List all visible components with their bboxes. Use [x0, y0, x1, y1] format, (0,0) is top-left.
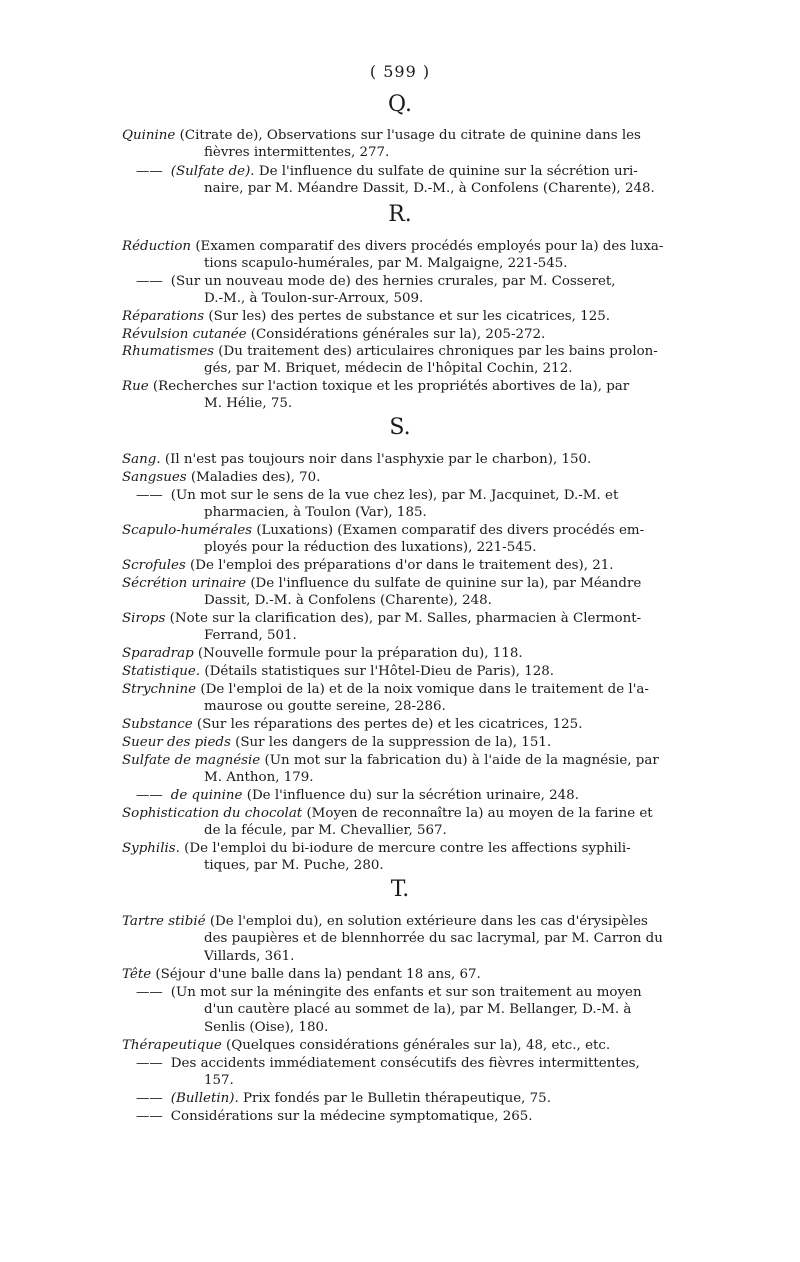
index-entry: Sparadrap (Nouvelle formule pour la préparation du), 118.: [122, 646, 523, 661]
index-entry: Strychnine (De l'emploi de la) et de la noix vomique dans le traitement de l'a- maurose ou goutte sereine, 28-286.: [122, 682, 649, 715]
index-entry: Sophistication du chocolat (Moyen de reconnaître la) au moyen de la farine et de la fécule, par M. Chevallier, 567.: [122, 806, 653, 839]
index-entry: Substance (Sur les réparations des pertes de) et les cicatrices, 125.: [122, 717, 583, 732]
index-entry: —— (Sur un nouveau mode de) des hernies crurales, par M. Cosseret, D.-M., à Toulon-sur-Arroux, 509.: [136, 274, 616, 307]
index-entry: Sulfate de magnésie (Un mot sur la fabrication du) à l'aide de la magnésie, par M. Anthon, 179.: [122, 753, 659, 786]
section-letter-r: R.: [388, 202, 412, 227]
index-entry: Sécrétion urinaire (De l'influence du sulfate de quinine sur la), par Méandre Dassit, D.-M. à Confolens (Charente), 248.: [122, 576, 642, 609]
index-entry: Réduction (Examen comparatif des divers procédés employés pour la) des luxa- tions scapulo-humérales, par M. Malgaigne, 221-545.: [122, 239, 664, 272]
index-entry: Scapulo-humérales (Luxations) (Examen comparatif des divers procédés em- ployés pour la réduction des luxations), 221-545.: [122, 523, 645, 556]
index-entry: Syphilis. (De l'emploi du bi-iodure de mercure contre les affections syphili- tiques, par M. Puche, 280.: [122, 841, 631, 874]
index-entry: Tête (Séjour d'une balle dans la) pendant 18 ans, 67.: [122, 967, 481, 982]
section-letter-s: S.: [389, 415, 411, 440]
index-entry: —— Considérations sur la médecine symptomatique, 265.: [136, 1109, 533, 1124]
index-entry: —— (Sulfate de). De l'influence du sulfate de quinine sur la sécrétion uri- naire, par M. Méandre Dassit, D.-M., à Confolens (Charente), 248.: [136, 164, 655, 197]
index-entry: —— (Un mot sur le sens de la vue chez les), par M. Jacquinet, D.-M. et pharmacien, à Toulon (Var), 185.: [136, 488, 619, 521]
index-entry: —— de quinine (De l'influence du) sur la sécrétion urinaire, 248.: [136, 788, 579, 803]
index-entry: Réparations (Sur les) des pertes de substance et sur les cicatrices, 125.: [122, 309, 610, 324]
index-entry: Révulsion cutanée (Considérations générales sur la), 205-272.: [122, 327, 546, 342]
index-entry: —— Des accidents immédiatement consécutifs des fièvres intermittentes, 157.: [136, 1056, 640, 1089]
section-letter-t: T.: [390, 877, 410, 902]
index-entry: Quinine (Citrate de), Observations sur l'usage du citrate de quinine dans les fièvres intermittentes, 277.: [122, 128, 641, 161]
page-number: ( 599 ): [369, 62, 431, 81]
index-entry: Sueur des pieds (Sur les dangers de la suppression de la), 151.: [122, 735, 552, 750]
index-entry: Rue (Recherches sur l'action toxique et les propriétés abortives de la), par M. Hélie, 75.: [122, 379, 630, 412]
index-entry: Scrofules (De l'emploi des préparations d'or dans le traitement des), 21.: [122, 558, 614, 573]
index-entry: Sangsues (Maladies des), 70.: [122, 470, 321, 485]
index-entry: Tartre stibié (De l'emploi du), en solution extérieure dans les cas d'érysipèles des paupières et de blennhorrée du sac lacrymal, par M. Carron du Villards, 361.: [122, 914, 663, 964]
index-entry: Sirops (Note sur la clarification des), par M. Salles, pharmacien à Clermont- Ferrand, 501.: [122, 611, 642, 644]
index-entry: —— (Un mot sur la méningite des enfants et sur son traitement au moyen d'un cautère placé au sommet de la), par M. Bellanger, D.-M. à Senlis (Oise), 180.: [136, 985, 642, 1035]
index-entry: Thérapeutique (Quelques considérations générales sur la), 48, etc., etc.: [122, 1038, 611, 1053]
index-entry: Rhumatismes (Du traitement des) articulaires chroniques par les bains prolon- gés, par M. Briquet, médecin de l'hôpital Cochin, 212.: [122, 344, 658, 377]
index-entry: Statistique. (Détails statistiques sur l'Hôtel-Dieu de Paris), 128.: [122, 664, 555, 679]
index-entry: Sang. (Il n'est pas toujours noir dans l'asphyxie par le charbon), 150.: [122, 452, 592, 467]
section-letter-q: Q.: [388, 92, 412, 117]
index-entry: —— (Bulletin). Prix fondés par le Bulletin thérapeutique, 75.: [136, 1091, 551, 1106]
